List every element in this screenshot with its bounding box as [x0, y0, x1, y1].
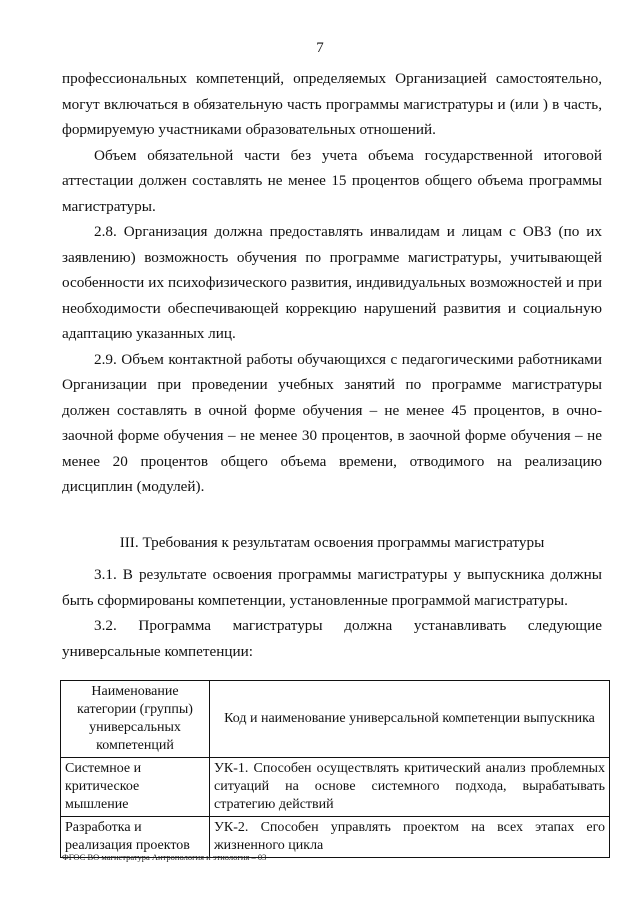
table-cell-competence: УК-2. Способен управлять проектом на всех этапах его жизненного цикла	[210, 817, 610, 858]
paragraph-2-8: 2.8. Организация должна предоставлять инвалидам и лицам с ОВЗ (по их заявлению) возможность обучения по программе магистратуры, учитывающей особенности их психофизического развития, индивидуальных возможностей и при необходимости обеспечивающей коррекцию нарушений развития и социальную адаптацию указанных лиц.	[62, 223, 602, 342]
section-text	[62, 562, 602, 664]
competence-table	[60, 680, 610, 858]
paragraph-mandatory-part: Объем обязательной части без учета объема государственной итоговой аттестации должен составлять не менее 15 процентов общего объема программы магистратуры.	[62, 146, 602, 215]
body-text	[62, 66, 602, 500]
paragraph-continuation: профессиональных компетенций, определяемых Организацией самостоятельно, могут включаться в обязательную часть программы магистратуры и (или ) в часть, формируемую участниками образовательных отношений.	[62, 70, 602, 138]
table-row	[61, 758, 610, 817]
page-number: 7	[316, 40, 324, 56]
paragraph-3-1: 3.1. В результате освоения программы магистратуры у выпускника должны быть сформированы компетенции, установленные программой магистратуры.	[62, 566, 602, 609]
table-header-category: Наименование категории (группы) универсальных компетенций	[61, 681, 210, 758]
paragraph-2-9: 2.9. Объем контактной работы обучающихся с педагогическими работниками Организации при проведении учебных занятий по программе магистратуры должен составлять в очной форме обучения – не менее 45 процентов, в очно-заочной форме обучения – не менее 30 процентов, в заочной форме обучения – не менее 20 процентов общего объема времени, отводимого на реализацию дисциплин (модулей).	[62, 350, 602, 495]
table-cell-category: Разработка и реализация проектов	[61, 817, 210, 858]
table-cell-category: Системное и критическое мышление	[61, 758, 210, 817]
paragraph-3-2: 3.2. Программа магистратуры должна устанавливать следующие универсальные компетенции:	[62, 617, 602, 660]
table-header-row	[61, 681, 610, 758]
table-cell-competence: УК-1. Способен осуществлять критический анализ проблемных ситуаций на основе системного подхода, вырабатывать стратегию действий	[210, 758, 610, 817]
section-heading: III. Требования к результатам освоения программы магистратуры	[119, 534, 545, 551]
table-header-competence: Код и наименование универсальной компетенции выпускника	[210, 681, 610, 758]
page-footer: ФГОС ВО магистратура Антропология и этнология – 03	[62, 852, 267, 862]
